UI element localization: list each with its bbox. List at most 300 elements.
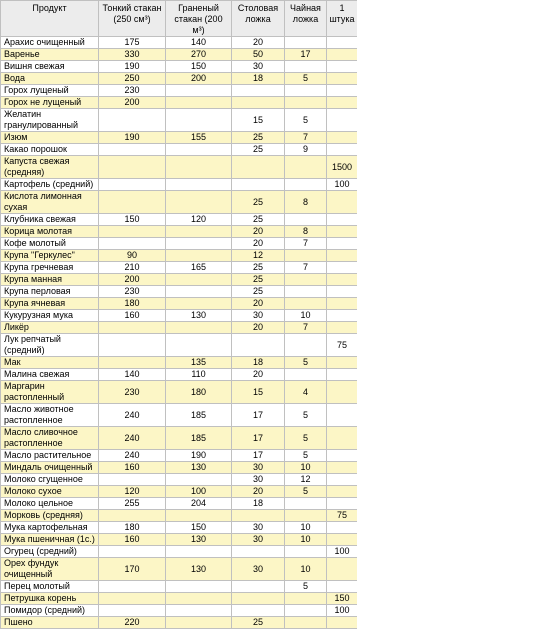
cell-tablespoon: 17 — [232, 404, 285, 427]
table-row — [1, 486, 358, 498]
cell-piece — [327, 73, 358, 85]
table-row — [1, 214, 358, 226]
cell-product: Орех фундук очищенный — [1, 558, 99, 581]
cell-piece — [327, 404, 358, 427]
table-row — [1, 381, 358, 404]
cell-tablespoon: 30 — [232, 462, 285, 474]
cell-product: Крупа перловая — [1, 286, 99, 298]
cell-faceted-glass — [166, 238, 232, 250]
cell-product: Миндаль очищенный — [1, 462, 99, 474]
cell-faceted-glass — [166, 191, 232, 214]
cell-faceted-glass: 130 — [166, 534, 232, 546]
cell-product: Масло животное растопленное — [1, 404, 99, 427]
table-row — [1, 37, 358, 49]
cell-thin-glass: 200 — [99, 274, 166, 286]
header-piece: 1 штука — [327, 1, 358, 37]
cell-teaspoon: 5 — [285, 73, 327, 85]
table-row — [1, 427, 358, 450]
cell-thin-glass: 90 — [99, 250, 166, 262]
table-row — [1, 605, 358, 617]
cell-piece — [327, 238, 358, 250]
cell-product: Огурец (средний) — [1, 546, 99, 558]
table-row — [1, 462, 358, 474]
cell-thin-glass: 175 — [99, 37, 166, 49]
cell-thin-glass: 250 — [99, 73, 166, 85]
table-row — [1, 593, 358, 605]
cell-thin-glass: 160 — [99, 534, 166, 546]
header-tablespoon: Столовая ложка — [232, 1, 285, 37]
table-row — [1, 132, 358, 144]
cell-piece: 100 — [327, 605, 358, 617]
cell-tablespoon: 18 — [232, 357, 285, 369]
cell-thin-glass: 255 — [99, 498, 166, 510]
cell-product: Малина свежая — [1, 369, 99, 381]
cell-product: Крупа ячневая — [1, 298, 99, 310]
cell-thin-glass: 230 — [99, 85, 166, 97]
cell-product: Кукурузная мука — [1, 310, 99, 322]
cell-teaspoon — [285, 369, 327, 381]
cell-product: Масло сливочное растопленное — [1, 427, 99, 450]
cell-piece — [327, 617, 358, 629]
table-row — [1, 85, 358, 97]
cell-tablespoon: 20 — [232, 486, 285, 498]
cell-tablespoon: 20 — [232, 298, 285, 310]
cell-piece — [327, 369, 358, 381]
cell-thin-glass: 230 — [99, 286, 166, 298]
cell-product: Молоко цельное — [1, 498, 99, 510]
cell-tablespoon — [232, 334, 285, 357]
cell-piece — [327, 109, 358, 132]
cell-product: Молоко сухое — [1, 486, 99, 498]
cell-thin-glass: 200 — [99, 97, 166, 109]
cell-teaspoon: 4 — [285, 381, 327, 404]
cell-teaspoon — [285, 546, 327, 558]
cell-piece — [327, 37, 358, 49]
cell-tablespoon: 25 — [232, 144, 285, 156]
cell-product: Маргарин растопленный — [1, 381, 99, 404]
table-row — [1, 310, 358, 322]
cell-tablespoon: 30 — [232, 522, 285, 534]
cell-tablespoon — [232, 85, 285, 97]
cell-thin-glass — [99, 581, 166, 593]
table-row — [1, 156, 358, 179]
cell-teaspoon: 5 — [285, 450, 327, 462]
cell-teaspoon — [285, 179, 327, 191]
cell-faceted-glass: 140 — [166, 37, 232, 49]
cell-thin-glass: 330 — [99, 49, 166, 61]
cell-faceted-glass: 110 — [166, 369, 232, 381]
cell-faceted-glass — [166, 546, 232, 558]
cell-teaspoon — [285, 37, 327, 49]
cell-product: Крупа "Геркулес" — [1, 250, 99, 262]
cell-product: Крупа гречневая — [1, 262, 99, 274]
cell-tablespoon: 30 — [232, 534, 285, 546]
cell-faceted-glass — [166, 617, 232, 629]
cell-piece — [327, 322, 358, 334]
cell-tablespoon — [232, 510, 285, 522]
cell-faceted-glass: 190 — [166, 450, 232, 462]
cell-faceted-glass: 130 — [166, 558, 232, 581]
cell-product: Ликёр — [1, 322, 99, 334]
cell-tablespoon: 12 — [232, 250, 285, 262]
cell-thin-glass — [99, 226, 166, 238]
cell-product: Пшено — [1, 617, 99, 629]
cell-faceted-glass: 150 — [166, 522, 232, 534]
cell-piece — [327, 357, 358, 369]
cell-tablespoon — [232, 179, 285, 191]
cell-thin-glass — [99, 334, 166, 357]
cell-thin-glass: 230 — [99, 381, 166, 404]
cell-product: Картофель (средний) — [1, 179, 99, 191]
cell-tablespoon: 30 — [232, 474, 285, 486]
cell-thin-glass: 240 — [99, 404, 166, 427]
table-row — [1, 262, 358, 274]
cell-thin-glass — [99, 238, 166, 250]
cell-thin-glass: 240 — [99, 450, 166, 462]
table-row — [1, 73, 358, 85]
cell-faceted-glass — [166, 581, 232, 593]
cell-teaspoon: 7 — [285, 322, 327, 334]
cell-thin-glass — [99, 179, 166, 191]
cell-faceted-glass — [166, 322, 232, 334]
cell-product: Капуста свежая (средняя) — [1, 156, 99, 179]
cell-thin-glass: 210 — [99, 262, 166, 274]
cell-piece: 1500 — [327, 156, 358, 179]
cell-product: Варенье — [1, 49, 99, 61]
table-row — [1, 179, 358, 191]
cell-tablespoon: 30 — [232, 558, 285, 581]
cell-product: Мак — [1, 357, 99, 369]
cell-teaspoon — [285, 617, 327, 629]
cell-faceted-glass: 185 — [166, 404, 232, 427]
cell-thin-glass — [99, 322, 166, 334]
table-row — [1, 546, 358, 558]
cell-product: Мука пшеничная (1с.) — [1, 534, 99, 546]
cell-teaspoon — [285, 250, 327, 262]
cell-tablespoon: 18 — [232, 498, 285, 510]
cell-teaspoon: 10 — [285, 558, 327, 581]
cell-product: Петрушка корень — [1, 593, 99, 605]
cell-tablespoon: 30 — [232, 61, 285, 73]
cell-thin-glass: 180 — [99, 522, 166, 534]
cell-thin-glass — [99, 357, 166, 369]
cell-product: Клубника свежая — [1, 214, 99, 226]
cell-faceted-glass — [166, 298, 232, 310]
cell-piece — [327, 486, 358, 498]
cell-faceted-glass: 185 — [166, 427, 232, 450]
cell-product: Лук репчатый (средний) — [1, 334, 99, 357]
cell-piece — [327, 474, 358, 486]
header-thin-glass: Тонкий стакан (250 см³) — [99, 1, 166, 37]
cell-teaspoon: 7 — [285, 132, 327, 144]
cell-thin-glass — [99, 605, 166, 617]
cell-faceted-glass: 270 — [166, 49, 232, 61]
cell-teaspoon — [285, 274, 327, 286]
table-row — [1, 498, 358, 510]
cell-faceted-glass: 130 — [166, 462, 232, 474]
header-product: Продукт — [1, 1, 99, 37]
cell-piece — [327, 534, 358, 546]
cell-tablespoon: 17 — [232, 427, 285, 450]
cell-product: Мука картофельная — [1, 522, 99, 534]
cell-tablespoon — [232, 97, 285, 109]
cell-faceted-glass — [166, 156, 232, 179]
cell-product: Изюм — [1, 132, 99, 144]
cell-piece — [327, 191, 358, 214]
cell-tablespoon — [232, 156, 285, 179]
cell-thin-glass — [99, 109, 166, 132]
cell-product: Кофе молотый — [1, 238, 99, 250]
cell-tablespoon: 25 — [232, 132, 285, 144]
table-row — [1, 109, 358, 132]
table-row — [1, 274, 358, 286]
cell-teaspoon — [285, 298, 327, 310]
cell-faceted-glass: 130 — [166, 310, 232, 322]
cell-tablespoon: 20 — [232, 369, 285, 381]
cell-teaspoon: 5 — [285, 581, 327, 593]
header-teaspoon: Чайная ложка — [285, 1, 327, 37]
cell-teaspoon — [285, 593, 327, 605]
cell-teaspoon: 10 — [285, 534, 327, 546]
cell-tablespoon — [232, 546, 285, 558]
cell-teaspoon — [285, 510, 327, 522]
cell-product: Корица молотая — [1, 226, 99, 238]
cell-tablespoon — [232, 593, 285, 605]
cell-teaspoon: 7 — [285, 262, 327, 274]
table-row — [1, 61, 358, 73]
cell-teaspoon: 5 — [285, 109, 327, 132]
cell-thin-glass — [99, 156, 166, 179]
cell-piece: 75 — [327, 510, 358, 522]
cell-tablespoon — [232, 605, 285, 617]
cell-faceted-glass — [166, 286, 232, 298]
cell-product: Вода — [1, 73, 99, 85]
cell-teaspoon: 7 — [285, 238, 327, 250]
cell-piece — [327, 274, 358, 286]
cell-piece — [327, 144, 358, 156]
cell-piece — [327, 85, 358, 97]
cell-product: Горох лущеный — [1, 85, 99, 97]
cell-product: Какао порошок — [1, 144, 99, 156]
cell-teaspoon: 10 — [285, 522, 327, 534]
cell-faceted-glass: 204 — [166, 498, 232, 510]
cell-faceted-glass — [166, 179, 232, 191]
cell-piece — [327, 581, 358, 593]
table-row — [1, 474, 358, 486]
cell-teaspoon — [285, 605, 327, 617]
cell-faceted-glass: 150 — [166, 61, 232, 73]
cell-tablespoon — [232, 581, 285, 593]
cell-product: Помидор (средний) — [1, 605, 99, 617]
cell-faceted-glass — [166, 334, 232, 357]
cell-tablespoon: 25 — [232, 214, 285, 226]
cell-product: Морковь (средняя) — [1, 510, 99, 522]
cell-piece: 75 — [327, 334, 358, 357]
cell-faceted-glass — [166, 510, 232, 522]
cell-product: Крупа манная — [1, 274, 99, 286]
cell-product: Масло растительное — [1, 450, 99, 462]
cell-piece — [327, 214, 358, 226]
table-row — [1, 522, 358, 534]
cell-tablespoon: 20 — [232, 37, 285, 49]
cell-thin-glass — [99, 474, 166, 486]
cell-teaspoon: 5 — [285, 427, 327, 450]
cell-piece — [327, 462, 358, 474]
cell-tablespoon: 25 — [232, 274, 285, 286]
cell-product: Желатин гранулированный — [1, 109, 99, 132]
cell-tablespoon: 20 — [232, 238, 285, 250]
cell-faceted-glass — [166, 274, 232, 286]
cell-product: Молоко сгущенное — [1, 474, 99, 486]
table-row — [1, 238, 358, 250]
table-row — [1, 322, 358, 334]
cell-thin-glass: 120 — [99, 486, 166, 498]
cell-piece: 100 — [327, 179, 358, 191]
cell-tablespoon: 25 — [232, 262, 285, 274]
cell-thin-glass: 220 — [99, 617, 166, 629]
cell-teaspoon: 5 — [285, 404, 327, 427]
table-row — [1, 534, 358, 546]
cell-faceted-glass — [166, 593, 232, 605]
cell-teaspoon: 12 — [285, 474, 327, 486]
cell-teaspoon: 10 — [285, 462, 327, 474]
cell-product: Кислота лимонная сухая — [1, 191, 99, 214]
cell-piece — [327, 250, 358, 262]
cell-piece — [327, 49, 358, 61]
header-row — [1, 1, 358, 37]
cell-teaspoon: 10 — [285, 310, 327, 322]
cell-thin-glass: 190 — [99, 132, 166, 144]
table-row — [1, 286, 358, 298]
cell-faceted-glass — [166, 226, 232, 238]
cell-teaspoon: 8 — [285, 191, 327, 214]
cell-tablespoon: 50 — [232, 49, 285, 61]
cell-thin-glass: 180 — [99, 298, 166, 310]
cell-thin-glass: 140 — [99, 369, 166, 381]
cell-tablespoon: 18 — [232, 73, 285, 85]
cell-piece — [327, 61, 358, 73]
cell-piece — [327, 286, 358, 298]
cell-faceted-glass — [166, 144, 232, 156]
cell-thin-glass — [99, 191, 166, 214]
cell-tablespoon: 15 — [232, 109, 285, 132]
cell-thin-glass: 170 — [99, 558, 166, 581]
cell-teaspoon — [285, 85, 327, 97]
cell-thin-glass — [99, 546, 166, 558]
cell-faceted-glass: 165 — [166, 262, 232, 274]
table-row — [1, 558, 358, 581]
cell-thin-glass: 160 — [99, 310, 166, 322]
cell-thin-glass: 240 — [99, 427, 166, 450]
cell-product: Перец молотый — [1, 581, 99, 593]
table-row — [1, 250, 358, 262]
table-row — [1, 404, 358, 427]
cell-faceted-glass: 200 — [166, 73, 232, 85]
cell-thin-glass: 160 — [99, 462, 166, 474]
cell-piece — [327, 97, 358, 109]
cell-teaspoon — [285, 214, 327, 226]
cell-faceted-glass — [166, 250, 232, 262]
table-body — [1, 37, 358, 629]
cell-faceted-glass — [166, 474, 232, 486]
cell-thin-glass — [99, 593, 166, 605]
cell-faceted-glass: 180 — [166, 381, 232, 404]
cell-thin-glass — [99, 144, 166, 156]
cell-piece: 150 — [327, 593, 358, 605]
cell-faceted-glass — [166, 109, 232, 132]
table-row — [1, 369, 358, 381]
cell-tablespoon: 20 — [232, 322, 285, 334]
cell-product: Горох не лущеный — [1, 97, 99, 109]
cell-teaspoon: 5 — [285, 486, 327, 498]
cell-tablespoon: 25 — [232, 617, 285, 629]
cell-teaspoon — [285, 498, 327, 510]
cell-faceted-glass — [166, 97, 232, 109]
cell-product: Вишня свежая — [1, 61, 99, 73]
cell-piece — [327, 381, 358, 404]
table-row — [1, 450, 358, 462]
cell-piece — [327, 310, 358, 322]
cell-thin-glass — [99, 510, 166, 522]
cell-piece — [327, 427, 358, 450]
table-row — [1, 298, 358, 310]
cell-piece — [327, 450, 358, 462]
cell-thin-glass: 150 — [99, 214, 166, 226]
cell-product: Арахис очищенный — [1, 37, 99, 49]
cell-faceted-glass: 155 — [166, 132, 232, 144]
cell-piece — [327, 226, 358, 238]
cell-tablespoon: 25 — [232, 286, 285, 298]
table-row — [1, 510, 358, 522]
cell-faceted-glass: 135 — [166, 357, 232, 369]
cell-teaspoon — [285, 334, 327, 357]
table-row — [1, 357, 358, 369]
cell-tablespoon: 17 — [232, 450, 285, 462]
cell-tablespoon: 30 — [232, 310, 285, 322]
table-row — [1, 617, 358, 629]
table-row — [1, 97, 358, 109]
cell-piece — [327, 558, 358, 581]
table-row — [1, 49, 358, 61]
cell-faceted-glass: 100 — [166, 486, 232, 498]
cell-piece — [327, 498, 358, 510]
cell-teaspoon — [285, 97, 327, 109]
cell-teaspoon: 8 — [285, 226, 327, 238]
cell-teaspoon — [285, 286, 327, 298]
cell-piece: 100 — [327, 546, 358, 558]
header-faceted-glass: Граненый стакан (200 м³) — [166, 1, 232, 37]
cell-piece — [327, 522, 358, 534]
cell-teaspoon — [285, 156, 327, 179]
cell-faceted-glass: 120 — [166, 214, 232, 226]
table-row — [1, 334, 358, 357]
cell-faceted-glass — [166, 605, 232, 617]
table-row — [1, 226, 358, 238]
cell-piece — [327, 298, 358, 310]
cell-tablespoon: 25 — [232, 191, 285, 214]
cell-teaspoon: 5 — [285, 357, 327, 369]
cell-tablespoon: 20 — [232, 226, 285, 238]
table-row — [1, 144, 358, 156]
cell-thin-glass: 190 — [99, 61, 166, 73]
cell-teaspoon — [285, 61, 327, 73]
cell-tablespoon: 15 — [232, 381, 285, 404]
cell-teaspoon: 17 — [285, 49, 327, 61]
cell-piece — [327, 262, 358, 274]
cell-teaspoon: 9 — [285, 144, 327, 156]
cell-piece — [327, 132, 358, 144]
cell-faceted-glass — [166, 85, 232, 97]
